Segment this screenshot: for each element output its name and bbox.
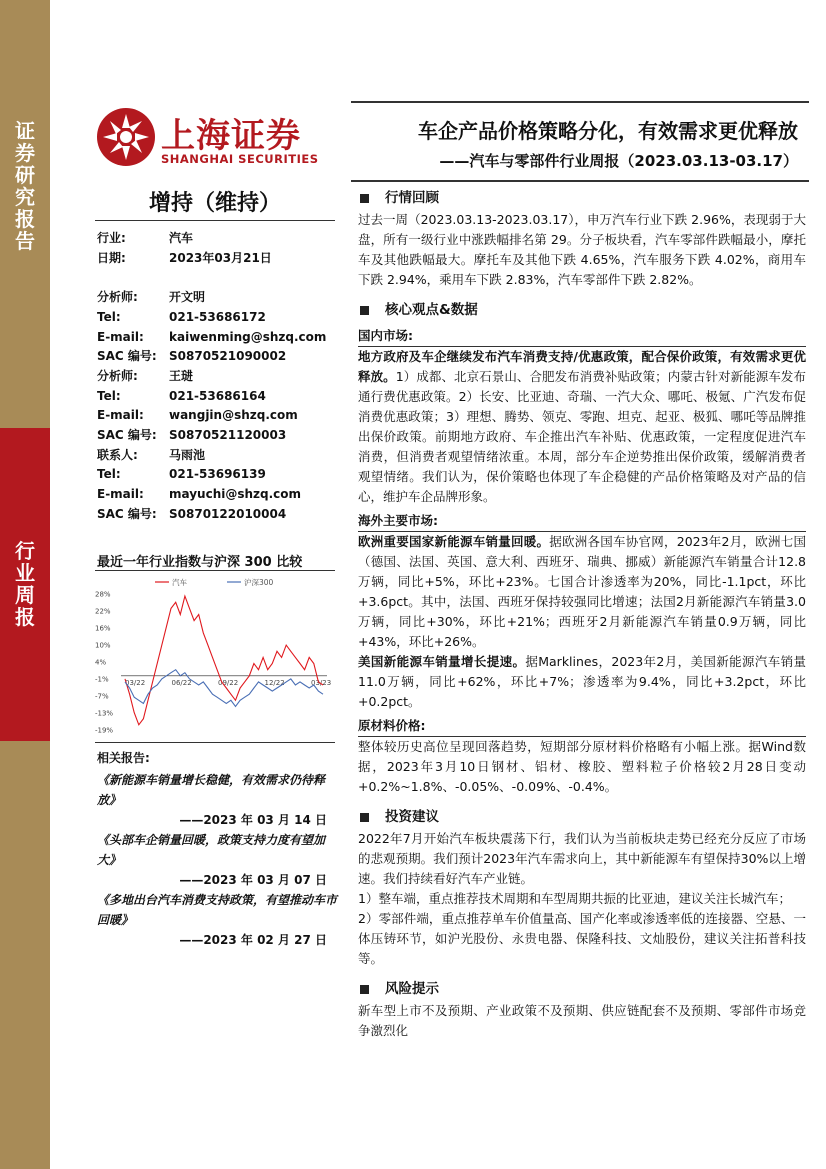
logo-emblem-icon (95, 106, 157, 168)
info-key: SAC 编号: (97, 506, 157, 521)
company-logo (95, 104, 325, 174)
info-key: 日期: (97, 250, 126, 265)
section-heading: 核心观点&数据 (385, 302, 478, 318)
info-row (97, 387, 326, 407)
x-tick-label: 03/23 (311, 678, 332, 687)
info-key: E-mail: (97, 487, 144, 502)
info-key: SAC 编号: (97, 428, 157, 443)
y-tick-label: -1% (95, 675, 109, 684)
bullet-square-icon (360, 194, 369, 203)
y-tick-label: -13% (95, 709, 114, 718)
title-rule-bottom (351, 180, 809, 182)
y-tick-label: 28% (95, 590, 111, 599)
investment-text-3: 2）零部件端，重点推荐单车价值量高、国产化率或渗透率低的连接器、空悬、一体压铸环节，如沪光股份、永贵电器、保隆科技、文灿股份，建议关注拓普科技等。 (358, 911, 806, 966)
domestic-body: 1）成都、北京石景山、合肥发布消费补贴政策；内蒙古针对新能源车发布通行费优惠政策。2）长安、比亚迪、奇瑞、一汽大众、哪吒、极氪、广汽发布促消费优惠政策；3）理想、腾势、领克、零跑、坦克、起亚、极狐、哪吒等品牌推出保价政策。前期地方政府、车企推出汽车补贴、优惠政策，一定程度促进汽车消费，但消费者观望情绪浓重。本周，部分车企逆势推出保价政策，缓解消费者观望情绪。我们认为，保价策略也体现了车企稳健的产品价格策略及对产品的信心，维护车企品牌形象。 (358, 369, 806, 504)
bullet-square-icon (360, 985, 369, 994)
legend-label: 汽车 (172, 578, 187, 587)
info-row (97, 328, 326, 348)
logo-text-en: SHANGHAI SECURITIES (161, 152, 319, 166)
info-key: Tel: (97, 309, 121, 324)
info-row (97, 268, 326, 288)
info-key: 分析师: (97, 290, 138, 305)
section-core-views (358, 298, 806, 322)
chart-title: 最近一年行业指数与沪深 300 比较 (97, 555, 303, 570)
us-lead: 美国新能源车销量增长提速。 (358, 654, 526, 669)
section-heading: 投资建议 (385, 809, 439, 825)
related-date: ——2023 年 03 月 07 日 (179, 873, 327, 887)
x-tick-label: 06/22 (171, 678, 192, 687)
related-reports (97, 748, 337, 950)
related-head: 相关报告: (97, 751, 150, 765)
y-tick-label: 22% (95, 607, 111, 616)
info-value: 2023年03月21日 (169, 250, 272, 265)
subheading-overseas: 海外主要市场: (358, 511, 806, 532)
related-title: 《头部车企销量回暖，政策支持力度有望加大》 (97, 833, 326, 867)
index-comparison-chart (95, 574, 335, 740)
analyst-info (97, 229, 326, 525)
related-title: 《多地出台汽车消费支持政策，有望推动车市回暖》 (97, 893, 338, 927)
related-item[interactable] (97, 830, 337, 890)
info-key: 联系人: (97, 447, 138, 462)
info-value: 马雨池 (169, 447, 206, 462)
info-value: wangjin@shzq.com (169, 408, 298, 423)
info-row (97, 249, 326, 269)
europe-body: 据欧洲各国车协官网，2023年2月，欧洲七国（德国、法国、英国、意大利、西班牙、瑞典、挪威）新能源汽车销量合计12.8万辆，同比+5%，环比+23%。七国合计渗透率为20%，同比-1.1pct，环比+3.6pct。其中，法国、西班牙保持较强同比增速；法国2月新能源汽车销量3.0万辆，同比+30%，环比+21%；西班牙2月新能源汽车销量0.9万辆，同比+43%，环比+26%。 (358, 534, 806, 649)
europe-paragraph (358, 532, 806, 652)
report-title: 车企产品价格策略分化，有效需求更优释放 (418, 119, 798, 143)
us-body: 据Marklines，2023年2月，美国新能源汽车销量11.0万辆，同比+62%，环比+7%；渗透率为9.4%，同比+3.2pct，环比+0.2pct。 (358, 654, 806, 709)
info-row (97, 446, 326, 466)
side-label-weekly: 行业周报 (15, 539, 35, 629)
x-tick-label: 12/22 (264, 678, 285, 687)
europe-lead: 欧洲重要国家新能源车销量回暖。 (358, 534, 550, 549)
related-date: ——2023 年 03 月 14 日 (179, 813, 327, 827)
info-row (97, 406, 326, 426)
domestic-paragraph (358, 347, 806, 507)
bullet-square-icon (360, 306, 369, 315)
info-key: E-mail: (97, 329, 144, 344)
legend-label: 沪深300 (244, 578, 274, 587)
materials-text: 整体较历史高位呈现回落趋势，短期部分原材料价格略有小幅上涨。据Wind数据，2023年3月10日钢材、铝材、橡胶、塑料粒子价格较2月28日变动+0.2%~1.8%、-0.05%、-0.09%、-0.4%。 (358, 739, 806, 794)
bullet-square-icon (360, 813, 369, 822)
main-content (358, 186, 806, 1041)
info-row (97, 308, 326, 328)
info-key: 分析师: (97, 368, 138, 383)
us-paragraph (358, 652, 806, 712)
rating-rule (95, 220, 335, 221)
related-item[interactable] (97, 770, 337, 830)
info-value: 021-53686164 (169, 388, 266, 403)
related-date: ——2023 年 02 月 27 日 (179, 933, 327, 947)
info-row (97, 288, 326, 308)
chart-rule (95, 570, 335, 571)
related-title: 《新能源车销量增长稳健，有效需求仍待释放》 (97, 773, 326, 807)
related-item[interactable] (97, 890, 337, 950)
risk-text: 新车型上市不及预期、产业政策不及预期、供应链配套不及预期、零部件市场竞争激烈化 (358, 1003, 806, 1038)
section-heading: 行情回顾 (385, 190, 439, 206)
info-value: S0870521120003 (169, 428, 287, 443)
info-row (97, 367, 326, 387)
y-tick-label: 10% (95, 641, 111, 650)
info-value: 开文明 (169, 290, 206, 305)
subheading-materials: 原材料价格: (358, 716, 806, 737)
info-row (97, 465, 326, 485)
info-value: 汽车 (169, 231, 194, 245)
section-investment (358, 805, 806, 829)
y-tick-label: -19% (95, 726, 114, 735)
section-risks (358, 977, 806, 1001)
section-market-review (358, 186, 806, 210)
y-tick-label: 16% (95, 624, 111, 633)
info-value: S0870122010004 (169, 506, 287, 521)
info-value: 王琎 (169, 368, 194, 383)
section-heading: 风险提示 (385, 981, 439, 997)
title-rule-top (351, 101, 809, 103)
subheading-domestic: 国内市场: (358, 326, 806, 347)
market-review-text: 过去一周（2023.03.13-2023.03.17），申万汽车行业下跌 2.96%，表现弱于大盘，所有一级行业中涨跌幅排名第 29。分子板块看，汽车零部件跌幅最小，摩托车及其他跌幅最大。摩托车及其他下跌 4.65%，汽车服务下跌 4.02%，商用车下跌 2.94%，乘用车下跌 2.83%，汽车零部件下跌 2.82%。 (358, 212, 806, 287)
info-key: Tel: (97, 388, 121, 403)
info-value: 021-53686172 (169, 309, 266, 324)
info-row (97, 505, 326, 525)
x-tick-label: 03/22 (125, 678, 146, 687)
info-row (97, 347, 326, 367)
info-value: S0870521090002 (169, 349, 287, 364)
info-key: E-mail: (97, 408, 144, 423)
info-row (97, 485, 326, 505)
investment-text-2: 1）整车端，重点推荐技术周期和车型周期共振的比亚迪，建议关注长城汽车； (358, 891, 791, 906)
rating: 增持（维持） (148, 191, 281, 216)
info-value: kaiwenming@shzq.com (169, 329, 327, 344)
report-subtitle: ——汽车与零部件行业周报（2023.03.13-03.17） (439, 152, 798, 170)
domestic-lead: 地方政府及车企继续发布汽车消费支持/优惠政策，配合保价政策，有效需求更优释放。 (358, 349, 806, 384)
info-key: SAC 编号: (97, 349, 157, 364)
y-tick-label: 4% (95, 658, 107, 667)
y-tick-label: -7% (95, 692, 109, 701)
info-key: Tel: (97, 467, 121, 482)
series-line-auto (125, 596, 323, 725)
investment-text-1: 2022年7月开始汽车板块震荡下行，我们认为当前板块走势已经充分反应了市场的悲观预期。我们预计2023年汽车需求向上，其中新能源车有望保持30%以上增速。我们持续看好汽车产业链。 (358, 831, 806, 886)
x-tick-label: 09/22 (218, 678, 239, 687)
logo-text-cn: 上海证券 (161, 116, 301, 156)
info-row (97, 426, 326, 446)
info-value: 021-53696139 (169, 467, 266, 482)
info-key: 行业: (97, 231, 126, 245)
info-row (97, 229, 326, 249)
info-value: mayuchi@shzq.com (169, 487, 302, 502)
side-label-report: 证券研究报告 (15, 119, 35, 253)
chart-rule-bottom (95, 742, 335, 743)
